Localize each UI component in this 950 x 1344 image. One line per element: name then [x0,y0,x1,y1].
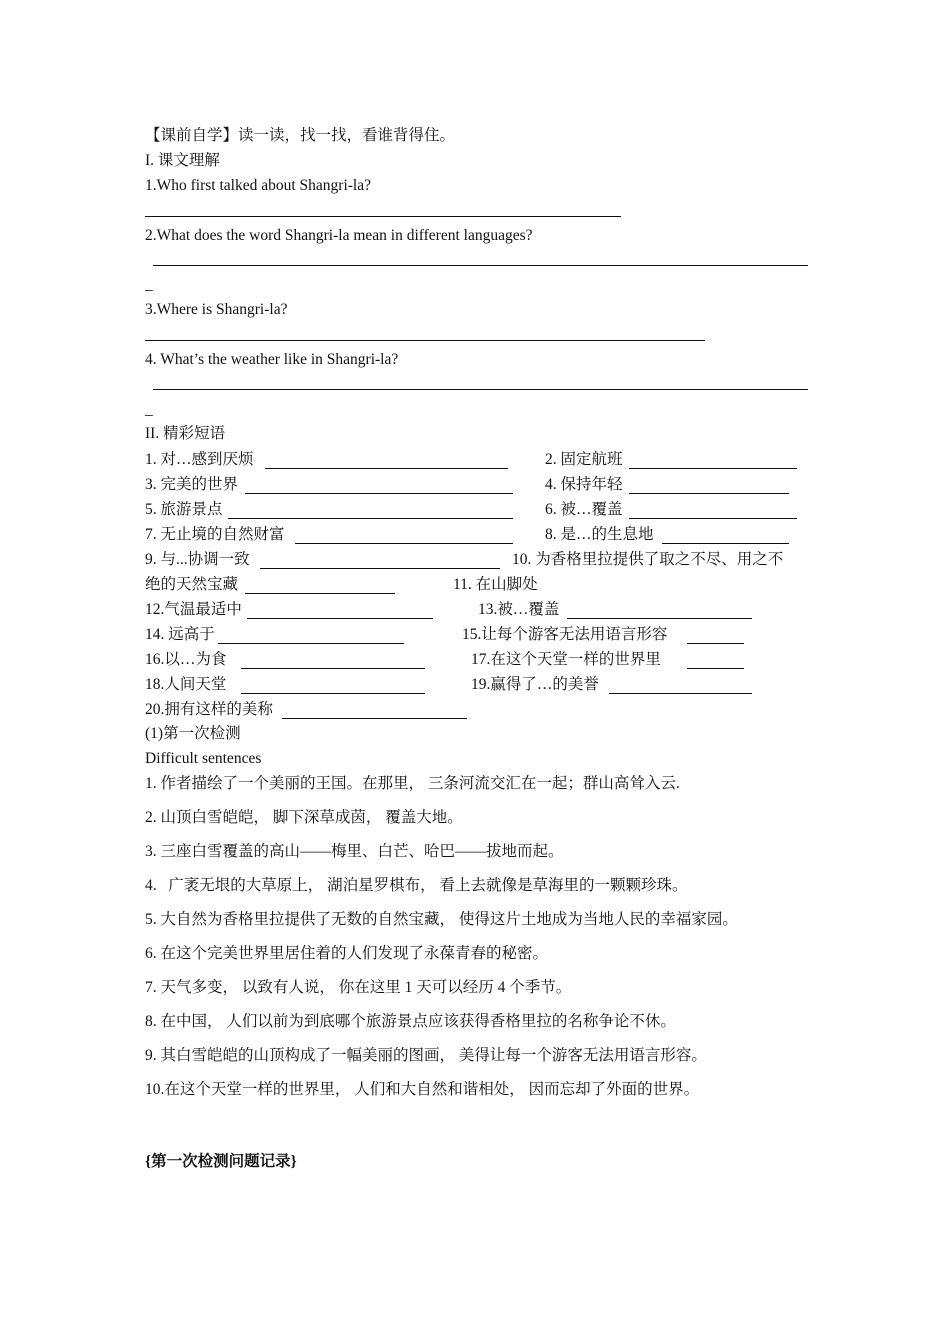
answer-line-2-tail: _ [145,276,153,293]
phrase-16-blank[interactable] [241,668,425,669]
phrase-5: 5. 旅游景点 [145,501,223,518]
phrase-4: 4. 保持年轻 [545,476,623,493]
phrase-10-blank[interactable] [245,593,395,594]
problem-record-title: {第一次检测问题记录} [145,1153,297,1170]
phrase-13-blank[interactable] [567,618,752,619]
phrase-8: 8. 是…的生息地 [545,526,654,543]
sentence-2: 2. 山顶白雪皑皑， 脚下深草成茵， 覆盖大地。 [145,809,463,826]
sentence-7: 7. 天气多变， 以致有人说， 你在这里 1 天可以经历 4 个季节。 [145,979,572,996]
sentence-6: 6. 在这个完美世界里居住着的人们发现了永葆青春的秘密。 [145,945,549,962]
sentence-9: 9. 其白雪皑皑的山顶构成了一幅美丽的图画， 美得让每一个游客无法用语言形容。 [145,1047,707,1064]
phrase-2: 2. 固定航班 [545,451,623,468]
answer-line-4[interactable] [153,389,808,390]
sentence-1: 1. 作者描绘了一个美丽的王国。在那里， 三条河流交汇在一起；群山高耸入云. [145,775,680,792]
question-3: 3.Where is Shangri-la? [145,301,288,318]
phrase-18: 18.人间天堂 [145,676,227,693]
intro-heading: 【课前自学】读一读，找一找，看谁背得住。 [145,127,456,144]
sentence-10: 10.在这个天堂一样的世界里， 人们和大自然和谐相处， 因而忘却了外面的世界。 [145,1081,700,1098]
phrase-1: 1. 对…感到厌烦 [145,451,254,468]
phrase-9: 9. 与...协调一致 [145,551,250,568]
question-4: 4. What’s the weather like in Shangri-la? [145,351,399,368]
phrase-15: 15.让每个游客无法用语言形容 [462,626,668,643]
phrase-10: 10. 为香格里拉提供了取之不尽、用之不 [512,551,784,568]
phrase-8-blank[interactable] [662,543,789,544]
phrase-20: 20.拥有这样的美称 [145,701,273,718]
answer-line-2[interactable] [153,265,808,266]
question-1: 1.Who first talked about Shangri-la? [145,177,371,194]
worksheet-page [145,0,810,1344]
phrase-19: 19.赢得了…的美誉 [471,676,599,693]
section2-title: II. 精彩短语 [145,425,226,442]
phrase-15-blank[interactable] [687,643,744,644]
phrase-18-blank[interactable] [241,693,425,694]
sentence-5: 5. 大自然为香格里拉提供了无数的自然宝藏， 使得这片土地成为当地人民的幸福家园。 [145,911,738,928]
answer-line-1[interactable] [145,216,621,217]
phrase-17-blank[interactable] [687,668,744,669]
question-2: 2.What does the word Shangri-la mean in different languages? [145,227,533,244]
phrase-12: 12.气温最适中 [145,601,242,618]
phrase-13: 13.被…覆盖 [478,601,560,618]
phrase-12-blank[interactable] [247,618,433,619]
phrase-1-blank[interactable] [265,468,508,469]
section3-title: (1)第一次检测 [145,725,241,742]
section3-subtitle: Difficult sentences [145,750,262,767]
phrase-7: 7. 无止境的自然财富 [145,526,285,543]
phrase-7-blank[interactable] [295,543,513,544]
sentence-4: 4. 广袤无垠的大草原上， 湖泊星罗棋布， 看上去就像是草海里的一颗颗珍珠。 [145,877,688,894]
phrase-10-cont: 绝的天然宝藏 [145,576,239,593]
phrase-9-blank[interactable] [260,568,500,569]
phrase-6: 6. 被…覆盖 [545,501,623,518]
sentence-8: 8. 在中国， 人们以前为到底哪个旅游景点应该获得香格里拉的名称争论不休。 [145,1013,676,1030]
phrase-14-blank[interactable] [218,643,404,644]
phrase-11: 11. 在山脚处 [453,576,538,593]
sentence-3: 3. 三座白雪覆盖的高山——梅里、白芒、哈巴——拔地而起。 [145,843,564,860]
phrase-19-blank[interactable] [609,693,752,694]
answer-line-3[interactable] [145,340,705,341]
phrase-20-blank[interactable] [282,718,467,719]
phrase-4-blank[interactable] [629,493,789,494]
phrase-5-blank[interactable] [228,518,513,519]
phrase-6-blank[interactable] [629,518,797,519]
phrase-14: 14. 远高于 [145,626,215,643]
phrase-3: 3. 完美的世界 [145,476,239,493]
phrase-17: 17.在这个天堂一样的世界里 [471,651,661,668]
section1-title: I. 课文理解 [145,152,220,169]
answer-line-4-tail: _ [145,401,153,418]
phrase-3-blank[interactable] [245,493,513,494]
phrase-2-blank[interactable] [629,468,797,469]
phrase-16: 16.以…为食 [145,651,227,668]
